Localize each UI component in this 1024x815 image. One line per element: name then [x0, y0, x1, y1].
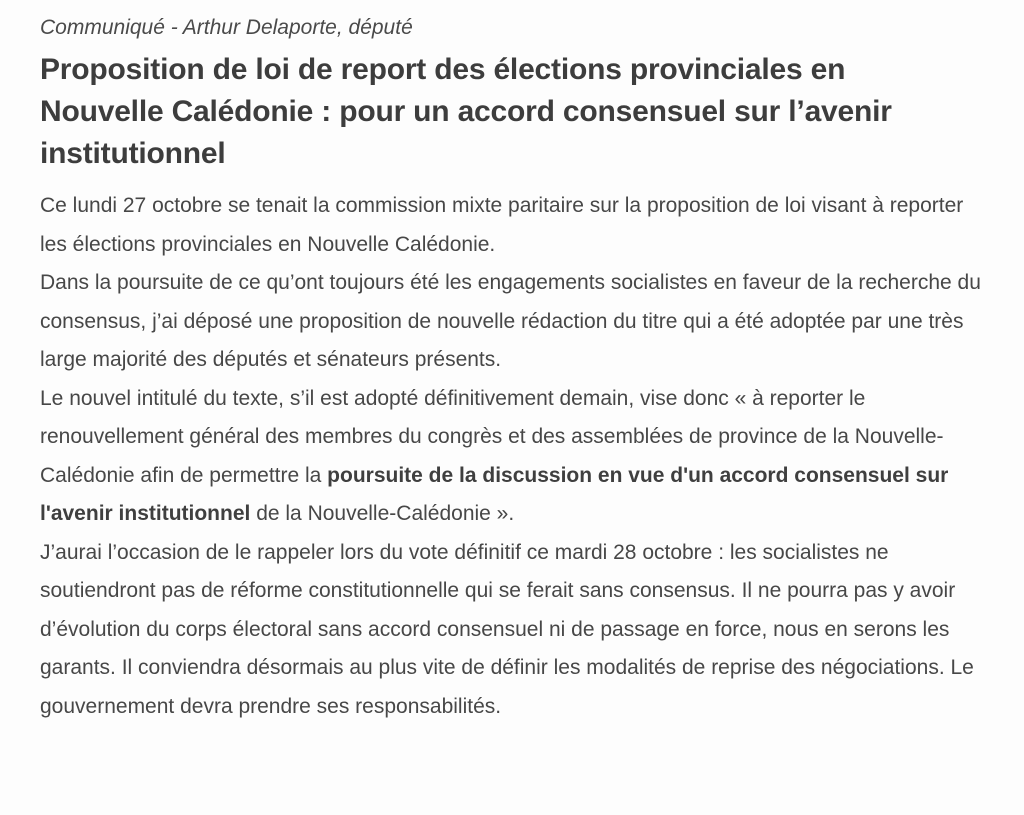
paragraph-4: [40, 534, 988, 727]
text-run: J’aurai l’occasion de le rappeler lors du vote définitif ce mardi 28 octobre : les socialistes ne soutiendront pas de réforme constitutionnelle qui se ferait sans consensus. Il ne pourra pas y avoir d’évolution du corps électoral sans accord consensuel ni de passage en force, nous en serons les garants. Il conviendra désormais au plus vite de définir les modalités de reprise des négociations. Le gouvernement devra prendre ses responsabilités.: [40, 540, 974, 718]
article-body: [40, 187, 990, 726]
paragraph-2: [40, 264, 988, 380]
kicker-line: Communiqué - Arthur Delaporte, député: [40, 16, 413, 39]
paragraph-1: [40, 187, 988, 264]
page-title: Proposition de loi de report des élections provinciales en Nouvelle Calédonie : pour un accord consensuel sur l’avenir institutionnel: [40, 53, 892, 170]
text-run: Le nouvel intitulé du texte, s’il est adopté définitivement demain, vise donc « à reporter le renouvellement général des membres du congrès et des assemblées de province de la Nouvelle-Calédonie afin de permettre la: [40, 386, 944, 487]
text-run: Dans la poursuite de ce qu’ont toujours été les engagements socialistes en faveur de la recherche du consensus, j’ai déposé une proposition de nouvelle rédaction du titre qui a été adoptée par une très large majorité des députés et sénateurs présents.: [40, 271, 981, 371]
text-run: de la Nouvelle-Calédonie ».: [250, 502, 515, 525]
paragraph-3: [40, 380, 988, 534]
bold-text-run: poursuite de la discussion en vue d'un accord consensuel sur l'avenir institutionnel: [40, 463, 949, 525]
text-run: Ce lundi 27 octobre se tenait la commission mixte paritaire sur la proposition de loi visant à reporter les élections provinciales en Nouvelle Calédonie.: [40, 194, 964, 256]
